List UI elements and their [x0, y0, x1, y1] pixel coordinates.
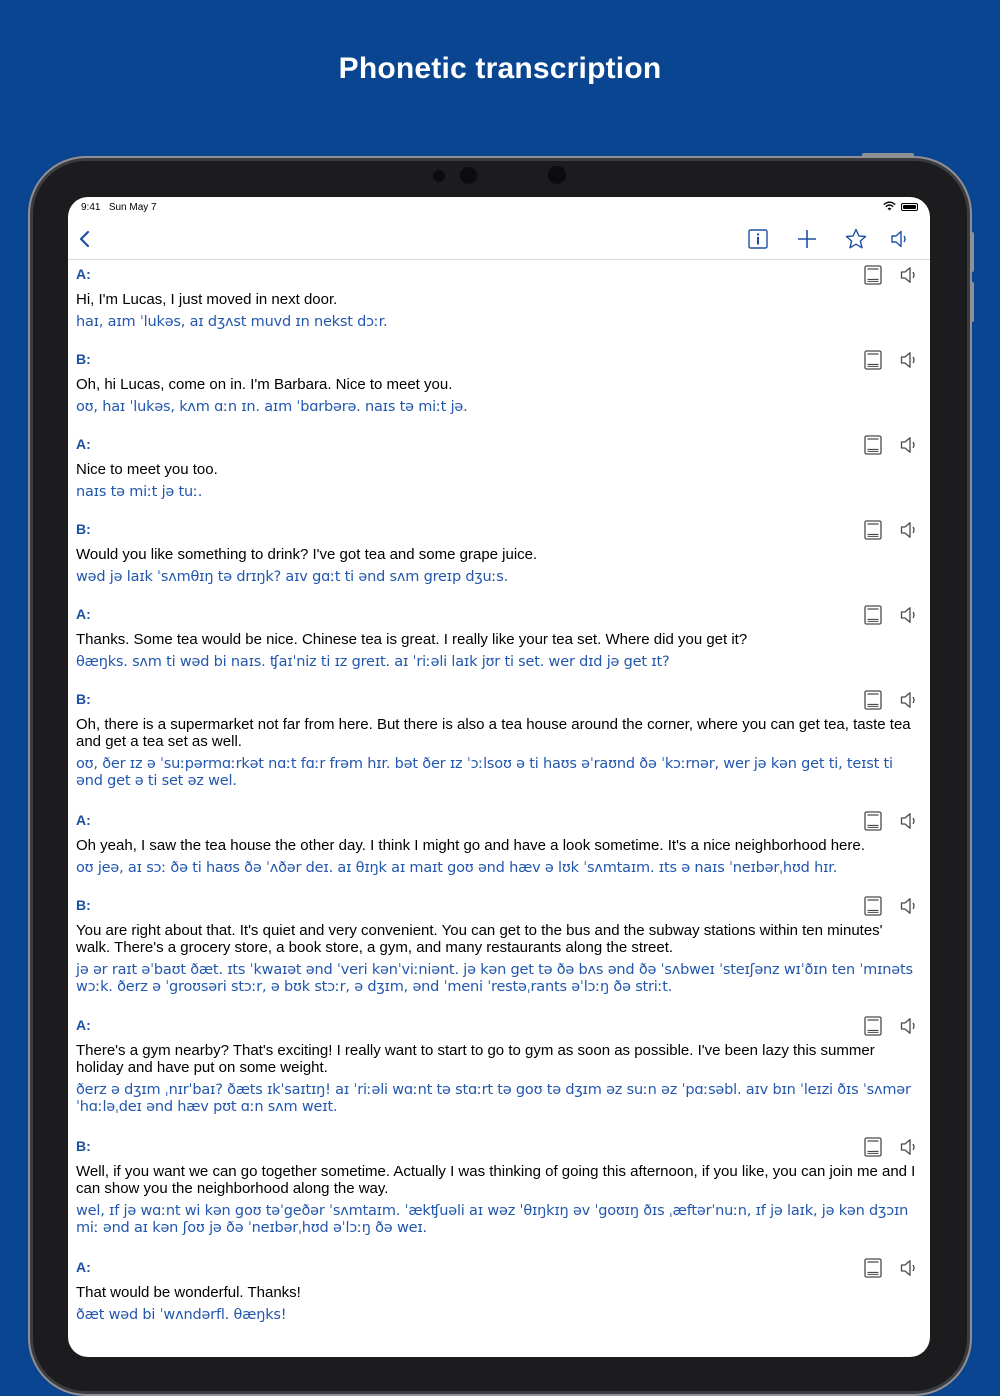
dialogue-turn	[68, 690, 930, 790]
phonetic-text: ðerz ə dʒɪm ˌnɪrˈbaɪ? ðæts ɪkˈsaɪtɪŋ! aɪ ˈriːəli wɑːnt tə stɑːrt tə goʊ tə dʒɪm əz suːn əz ˈpɑːsəbl. aɪv bɪn ˈleɪzi ðɪs ˈsʌmər ˈhɑːləˌdeɪ ənd hæv pʊt ɑːn sʌm weɪt.	[76, 1082, 911, 1115]
sentence-text: Nice to meet you too.	[76, 461, 218, 478]
speaker-label: B:	[76, 897, 91, 913]
phonetic-text: jə ər raɪt əˈbaʊt ðæt. ɪts ˈkwaɪət ənd ˈveri kənˈviːniənt. jə kən get tə ðə bʌs ənd ðə ˈsʌbweɪ ˈsteɪʃənz wɪˈðɪn ten ˈmɪnəts wɔːk. ðerz ə ˈgroʊsəri stɔːr, ə bʊk stɔːr, ə dʒɪm, ənd ˈmeni ˈrestəˌrants əˈlɔːŋ ðə striːt.	[76, 962, 913, 995]
book-icon	[864, 896, 882, 916]
speaker-icon	[900, 266, 918, 284]
phonetic-text: oʊ jeə, aɪ sɔː ðə ti haʊs ðə ˈʌðər deɪ. aɪ θɪŋk aɪ maɪt goʊ ənd hæv ə lʊk ˈsʌmtaɪm. ɪts ə naɪs ˈneɪbərˌhʊd hɪr.	[76, 860, 838, 876]
speaker-icon	[900, 1259, 918, 1277]
phonetic-text: oʊ, haɪ ˈlukəs, kʌm ɑːn ɪn. aɪm ˈbɑrbərə. naɪs tə miːt jə.	[76, 399, 468, 415]
turn-actions	[862, 434, 920, 456]
sentence-text: Thanks. Some tea would be nice. Chinese tea is great. I really like your tea set. Where did you get it?	[76, 631, 748, 648]
dictionary-button[interactable]	[862, 689, 884, 711]
speaker-label: A:	[76, 1259, 91, 1275]
dialogue-turn	[68, 520, 930, 586]
back-button[interactable]	[71, 225, 99, 253]
play-sentence-button[interactable]	[898, 810, 920, 832]
volume-down-button	[970, 282, 974, 322]
battery-icon	[901, 203, 918, 211]
book-icon	[864, 811, 882, 831]
speaker-label: A:	[76, 266, 91, 282]
dictionary-button[interactable]	[862, 1257, 884, 1279]
dialogue-turn	[68, 435, 930, 501]
plus-icon	[797, 229, 817, 249]
dialogue-turn	[68, 605, 930, 671]
book-icon	[864, 350, 882, 370]
turn-actions	[862, 810, 920, 832]
book-icon	[864, 1137, 882, 1157]
play-sentence-button[interactable]	[898, 264, 920, 286]
dictionary-button[interactable]	[862, 519, 884, 541]
dialogue-turn	[68, 1258, 930, 1324]
volume-up-button	[970, 232, 974, 272]
book-icon	[864, 520, 882, 540]
dictionary-button[interactable]	[862, 434, 884, 456]
phonetic-text: wel, ɪf jə wɑːnt wi kən goʊ təˈgeðər ˈsʌmtaɪm. ˈækʧuəli aɪ wəz ˈθɪŋkɪŋ əv ˈgoʊɪŋ ðɪs ˌæftərˈnuːn, ɪf jə laɪk, jə kən dʒɔɪn miː ənd aɪ kən ʃoʊ jə ðə ˈneɪbərˌhʊd əˈlɔːŋ ðə weɪ.	[76, 1203, 909, 1236]
speaker-icon	[900, 1138, 918, 1156]
back-chevron-icon	[78, 229, 92, 249]
screen	[68, 197, 930, 1357]
speaker-label: A:	[76, 436, 91, 452]
dialogue-turn	[68, 265, 930, 331]
speaker-icon	[900, 691, 918, 709]
add-button[interactable]	[793, 225, 821, 253]
favorite-button[interactable]	[842, 225, 870, 253]
navigation-bar	[68, 219, 930, 260]
book-icon	[864, 605, 882, 625]
dialogue-turn	[68, 896, 930, 996]
book-icon	[864, 435, 882, 455]
sentence-text: Oh yeah, I saw the tea house the other day. I think I might go and have a look sometime. It's a nice neighborhood here.	[76, 837, 865, 854]
play-sentence-button[interactable]	[898, 1136, 920, 1158]
speaker-label: B:	[76, 1138, 91, 1154]
sentence-text: Hi, I'm Lucas, I just moved in next door.	[76, 291, 338, 308]
sentence-text: You are right about that. It's quiet and very convenient. You can get to the bus and the subway stations within ten minutes' walk. There's a grocery store, a book store, a gym, and many restaurants along the street.	[76, 922, 883, 956]
star-icon	[845, 228, 867, 250]
sentence-text: Oh, hi Lucas, come on in. I'm Barbara. Nice to meet you.	[76, 376, 453, 393]
info-button[interactable]	[744, 225, 772, 253]
book-icon	[864, 265, 882, 285]
dictionary-button[interactable]	[862, 810, 884, 832]
dialogue-turn	[68, 350, 930, 416]
phonetic-text: naɪs tə miːt jə tuː.	[76, 484, 203, 500]
speaker-icon	[900, 812, 918, 830]
play-sentence-button[interactable]	[898, 689, 920, 711]
play-sentence-button[interactable]	[898, 895, 920, 917]
speaker-icon	[900, 897, 918, 915]
headline: Phonetic transcription	[338, 52, 662, 85]
info-icon	[748, 229, 768, 249]
turn-actions	[862, 1257, 920, 1279]
phonetic-text: θæŋks. sʌm ti wəd bi naɪs. ʧaɪˈniz ti ɪz greɪt. aɪ ˈriːəli laɪk jʊr ti set. wer dɪd jə get ɪt?	[76, 654, 670, 670]
speaker-label: A:	[76, 812, 91, 828]
dictionary-button[interactable]	[862, 264, 884, 286]
dictionary-button[interactable]	[862, 1015, 884, 1037]
speaker-icon	[900, 351, 918, 369]
turn-actions	[862, 895, 920, 917]
speaker-icon	[900, 521, 918, 539]
play-sentence-button[interactable]	[898, 349, 920, 371]
book-icon	[864, 690, 882, 710]
phonetic-text: haɪ, aɪm ˈlukəs, aɪ dʒʌst muvd ɪn nekst dɔːr.	[76, 314, 388, 330]
play-sentence-button[interactable]	[898, 604, 920, 626]
sentence-text: That would be wonderful. Thanks!	[76, 1284, 301, 1301]
sentence-text: There's a gym nearby? That's exciting! I really want to start to go to gym as soon as possible. I've been lazy this summer holiday and have put on some weight.	[76, 1042, 875, 1076]
play-sentence-button[interactable]	[898, 1257, 920, 1279]
sentence-text: Well, if you want we can go together sometime. Actually I was thinking of going this afternoon, if you like, you can join me and I can show you the neighborhood along the way.	[76, 1163, 916, 1197]
play-sentence-button[interactable]	[898, 519, 920, 541]
phonetic-text: wəd jə laɪk ˈsʌmθɪŋ tə drɪŋk? aɪv gɑːt ti ənd sʌm greɪp dʒuːs.	[76, 569, 508, 585]
speaker-icon	[890, 229, 910, 249]
speaker-icon	[900, 606, 918, 624]
speaker-label: A:	[76, 606, 91, 622]
dialogue-turn	[68, 1137, 930, 1237]
book-icon	[864, 1016, 882, 1036]
status-bar	[68, 197, 930, 219]
phonetic-text: ðæt wəd bi ˈwʌndərfl. θæŋks!	[76, 1307, 287, 1323]
sensor-dot	[548, 166, 566, 184]
turn-actions	[862, 604, 920, 626]
speaker-label: A:	[76, 1017, 91, 1033]
play-sentence-button[interactable]	[898, 434, 920, 456]
play-audio-button[interactable]	[886, 225, 914, 253]
play-sentence-button[interactable]	[898, 1015, 920, 1037]
turn-actions	[862, 349, 920, 371]
speaker-label: B:	[76, 521, 91, 537]
turn-actions	[862, 1015, 920, 1037]
dialogue-turn	[68, 811, 930, 877]
turn-actions	[862, 1136, 920, 1158]
speaker-label: B:	[76, 691, 91, 707]
book-icon	[864, 1258, 882, 1278]
turn-actions	[862, 264, 920, 286]
sentence-text: Oh, there is a supermarket not far from here. But there is also a tea house around the corner, where you can get tea, taste tea and get a tea set as well.	[76, 716, 911, 750]
wifi-icon	[883, 201, 896, 211]
camera-lens	[460, 167, 477, 184]
speaker-icon	[900, 1017, 918, 1035]
dialogue-turn	[68, 1016, 930, 1116]
phonetic-text: oʊ, ðer ɪz ə ˈsuːpərmɑːrkət nɑːt fɑːr frəm hɪr. bət ðer ɪz ˈɔːlsoʊ ə ti haʊs əˈraʊnd ðə ˈkɔːrnər, wer jə kən get ti, teɪst ti ənd get ə ti set əz wel.	[76, 756, 893, 789]
turn-actions	[862, 519, 920, 541]
speaker-label: B:	[76, 351, 91, 367]
sensor-dot	[433, 170, 445, 182]
dictionary-button[interactable]	[862, 604, 884, 626]
turn-actions	[862, 689, 920, 711]
dictionary-button[interactable]	[862, 349, 884, 371]
status-time: 9:41 Sun May 7	[81, 202, 157, 213]
sentence-text: Would you like something to drink? I've got tea and some grape juice.	[76, 546, 538, 563]
speaker-icon	[900, 436, 918, 454]
dictionary-button[interactable]	[862, 1136, 884, 1158]
dictionary-button[interactable]	[862, 895, 884, 917]
